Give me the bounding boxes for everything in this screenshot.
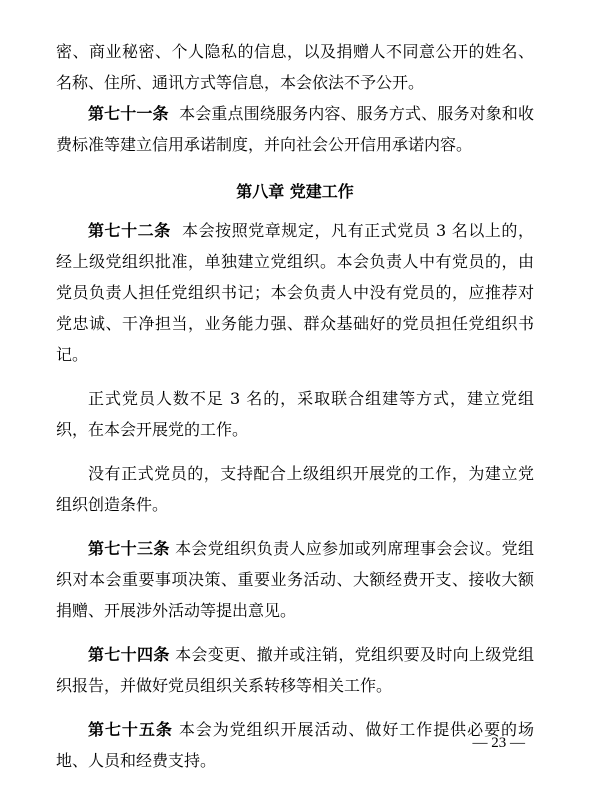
article-text: 本会重点围绕服务内容、服务方式、服务对象和收费标准等建立信用承诺制度，并向社会公开信用承诺内容。 <box>56 104 534 154</box>
article-72-paragraph-3: 没有正式党员的，支持配合上级组织开展党的工作，为建立党组织创造条件。 <box>56 464 534 514</box>
document-page <box>56 36 534 776</box>
article-73 <box>56 533 534 626</box>
article-label: 第七十五条 <box>88 720 173 739</box>
article-74 <box>56 639 534 701</box>
article-label: 第七十四条 <box>88 645 170 664</box>
article-72-paragraph-2: 正式党员人数不足 3 名的，采取联合组建等方式，建立党组织，在本会开展党的工作。 <box>56 389 534 439</box>
article-text: 本会按照党章规定，凡有正式党员 3 名以上的，经上级党组织批准，单独建立党组织。本会负责人中有党员的，由党员负责人担任党组织书记；本会负责人中没有党员的，应推荐对党忠诚、干净担当，业务能力强、群众基础好的党员担任党组织书记。 <box>56 221 534 364</box>
article-label: 第七十一条 <box>88 104 169 123</box>
paragraph-continuation: 密、商业秘密、个人隐私的信息，以及捐赠人不同意公开的姓名、名称、住所、通讯方式等信息，本会依法不予公开。 <box>56 42 534 92</box>
article-text: 本会变更、撤并或注销，党组织要及时向上级党组织报告，并做好党员组织关系转移等相关工作。 <box>56 645 534 695</box>
article-text: 本会为党组织开展活动、做好工作提供必要的场地、人员和经费支持。 <box>56 720 534 770</box>
chapter-title: 第八章 党建工作 <box>236 182 354 201</box>
article-label: 第七十二条 <box>88 221 171 240</box>
article-label: 第七十三条 <box>88 539 170 558</box>
article-72 <box>56 215 534 370</box>
article-75 <box>56 714 534 776</box>
page-number: — 23 — <box>472 735 525 751</box>
article-text: 本会党组织负责人应参加或列席理事会会议。党组织对本会重要事项决策、重要业务活动、大额经费开支、接收大额捐赠、开展涉外活动等提出意见。 <box>56 539 534 620</box>
article-71 <box>56 98 534 160</box>
